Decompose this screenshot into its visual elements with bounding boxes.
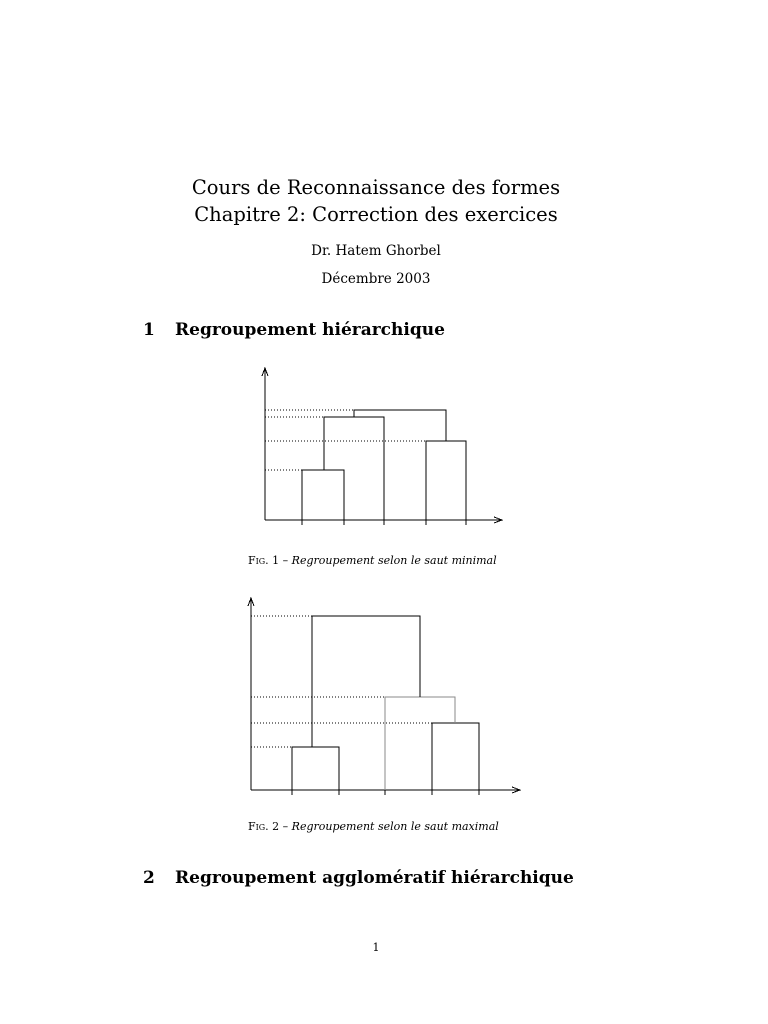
figure-2-merge bbox=[385, 697, 455, 790]
figure-2-merge bbox=[312, 616, 420, 747]
figure-1-merge bbox=[324, 417, 384, 520]
figure-caption-text: Regroupement selon le saut minimal bbox=[291, 554, 497, 567]
paper-title-line-2: Chapitre 2: Correction des exercices bbox=[194, 203, 558, 226]
section-number: 2 bbox=[143, 868, 155, 888]
author: Dr. Hatem Ghorbel bbox=[311, 243, 441, 259]
page-number: 1 bbox=[372, 941, 380, 954]
section-title: Regroupement agglomératif hiérarchique bbox=[175, 868, 574, 888]
figure-1-caption bbox=[248, 554, 497, 567]
date: Décembre 2003 bbox=[321, 271, 431, 287]
figure-label: Fig. 2 – bbox=[248, 820, 289, 833]
section-heading-2 bbox=[143, 868, 643, 892]
figure-label: Fig. 1 – bbox=[248, 554, 289, 567]
figure-1-merge bbox=[426, 441, 466, 520]
figure-2-merge bbox=[432, 723, 479, 790]
paper-title-line-1: Cours de Reconnaissance des formes bbox=[191, 176, 561, 199]
section-title: Regroupement hiérarchique bbox=[175, 320, 445, 340]
section-number: 1 bbox=[143, 320, 155, 340]
figure-1-merge bbox=[302, 470, 344, 520]
figure-2-merge bbox=[292, 747, 339, 790]
figure-2-caption bbox=[248, 820, 499, 833]
figure-1-merge bbox=[354, 410, 446, 441]
figure-caption-text: Regroupement selon le saut maximal bbox=[291, 820, 499, 833]
